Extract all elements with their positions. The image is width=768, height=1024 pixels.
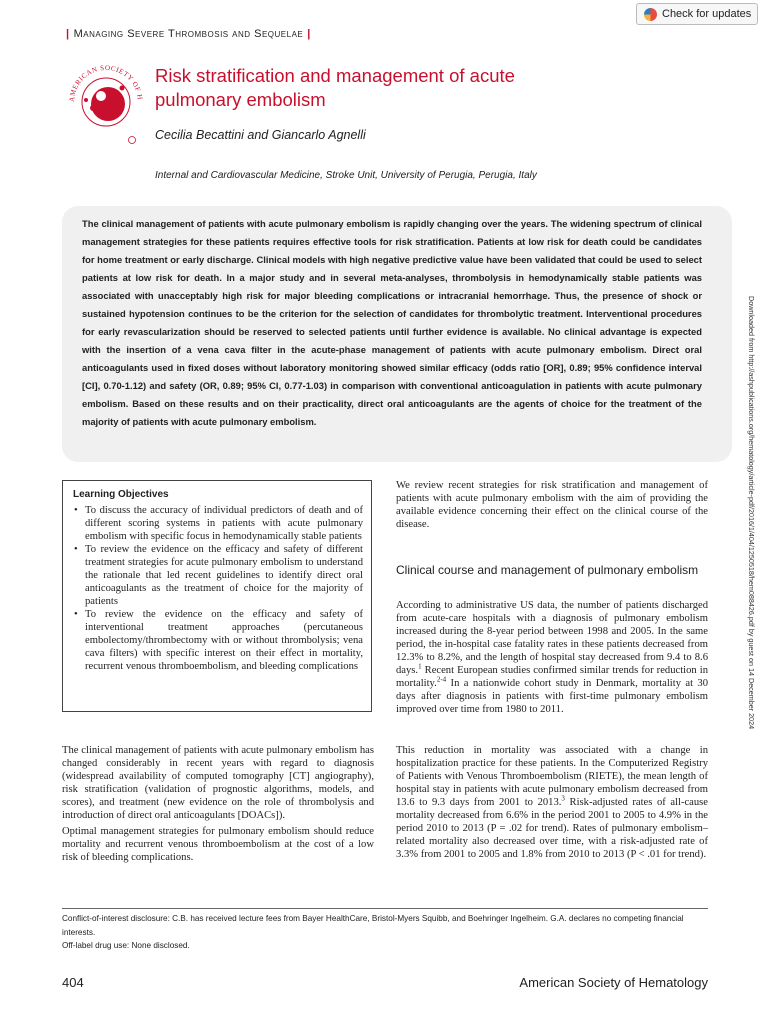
abstract-box bbox=[62, 206, 732, 462]
text-span: This reduction in mortality was associated with a change in hospitalization practice for these patients. In the Computerized Registry of Patients with Venous Thromboembolism (RIETE), the mean length of hospital stay in patients with acute pulmonary embolism decreased from 13.6 to 9.3 days from 2001 to 2013. bbox=[396, 745, 708, 808]
article-title bbox=[155, 64, 575, 112]
body-paragraph-us-data bbox=[396, 599, 708, 716]
article-title-line1: Risk stratification and management of acute bbox=[155, 65, 515, 86]
conflict-of-interest: Conflict-of-interest disclosure: C.B. has received lecture fees from Bayer HealthCare, Bristol-Myers Squibb, and Boehringer Ingelheim. G.A. declares no competing financial interests. bbox=[62, 914, 684, 937]
reference-link[interactable]: 1 bbox=[418, 662, 422, 671]
body-paragraph-riete bbox=[396, 744, 708, 861]
publisher-name: American Society of Hematology bbox=[519, 975, 708, 990]
page-number: 404 bbox=[62, 975, 84, 990]
article-title-line2: pulmonary embolism bbox=[155, 89, 326, 110]
list-item: • To review the evidence on the efficacy and safety of different treatment strategies for acute pulmonary embolism to understand the rationale that led recent guidelines to identify direct oral anticoagulants as the treatment of choice for the majority of patients bbox=[73, 543, 363, 608]
section-heading: Clinical course and management of pulmonary embolism bbox=[396, 563, 699, 577]
reference-link[interactable]: 2-4 bbox=[436, 675, 447, 684]
crossmark-icon bbox=[644, 8, 657, 21]
body-paragraph-optimal: Optimal management strategies for pulmonary embolism should reduce mortality and recurrent venous thromboembolism at the cost of a low risk of bleeding complications. bbox=[62, 826, 374, 863]
check-for-updates-button[interactable] bbox=[636, 3, 758, 25]
reference-link[interactable]: 3 bbox=[561, 794, 565, 803]
text-span: According to administrative US data, the number of patients discharged from acute-care hospitals with a diagnosis of pulmonary embolism increased during the 8-year period between 1998 and 2005. In the same period, the in-hospital case fatality rates in these patients decreased from 12.3% to 8.2%, and the length of hospital stay decreased from 9.4 to 8.6 days. bbox=[396, 600, 708, 676]
body-paragraph-review: We review recent strategies for risk stratification and management of patients with acute pulmonary embolism with the aim of providing the available evidence concerning their effect on the clinical course of the disease. bbox=[396, 480, 708, 530]
learning-objectives-title: Learning Objectives bbox=[73, 489, 169, 500]
list-item: • To review the evidence on the efficacy and safety of interventional treatment approaches (percutaneous embolectomy/thrombectomy with or without thrombolysis; vena cava filters) with specific interest on their effect in mortality, recurrent venous thromboembolism, and bleeding complications bbox=[73, 608, 363, 673]
learning-objectives-list bbox=[73, 504, 363, 673]
article-authors: Cecilia Becattini and Giancarlo Agnelli bbox=[155, 128, 366, 142]
section-header bbox=[62, 28, 315, 40]
learning-objectives-box bbox=[62, 480, 372, 712]
footnote-divider bbox=[62, 908, 708, 909]
article-affiliation: Internal and Cardiovascular Medicine, Stroke Unit, University of Perugia, Perugia, Italy bbox=[155, 170, 537, 181]
body-paragraph-intro: The clinical management of patients with acute pulmonary embolism has changed considerably in recent years with regard to diagnosis (widespread availability of computed tomography [CT] angiography), risk stratification (validation of prognostic algorithms, models, and scores), and treatment (new evidence on the role of thrombolysis and introduction of direct oral anticoagulants [DOACs]). bbox=[62, 745, 374, 821]
header-bar-left: | bbox=[66, 28, 70, 40]
header-bar-right: | bbox=[307, 28, 311, 40]
off-label-disclosure: Off-label drug use: None disclosed. bbox=[62, 941, 190, 950]
ash-logo bbox=[62, 52, 150, 150]
logo-ring-text: AMERICAN SOCIETY OF H bbox=[67, 63, 145, 103]
abstract-text: The clinical management of patients with acute pulmonary embolism is rapidly changing over the years. The widening spectrum of clinical management strategies for these patients requires effective tools for risk stratification. Patients at low risk for death could be candidates for home treatment or early discharge. Clinical models with high negative predictive value have been validated that could be used to select patients at low risk for death. In a major study and in several meta-analyses, thrombolysis in hemodynamically stable patients was associated with unacceptably high risk for major bleeding complications or intracranial hemorrhage. Thus, the presence of shock or sustained hypotension continues to be the criterion for the selection of candidates for thrombolytic treatment. Interventional procedures for early revascularization should be reserved to selected patients until further evidence is available. No clinical advantage is expected with the insertion of a vena cava filter in the acute-phase management of patients with acute pulmonary embolism. Direct oral anticoagulants used in fixed doses without laboratory monitoring showed similar efficacy (odds ratio [OR], 0.89; 95% confidence interval [CI], 0.70-1.12) and safety (OR, 0.89; 95% CI, 0.77-1.03) in comparison with conventional anticoagulation in patients with acute pulmonary embolism. Based on these results and on their practicality, direct oral anticoagulants are the agents of choice for the treatment of the majority of patients with acute pulmonary embolism. bbox=[82, 218, 702, 427]
text-span: In a nationwide cohort study in Denmark, mortality at 30 days after diagnosis in patients with first-time pulmonary embolism improved over time from 1980 to 2011. bbox=[396, 678, 708, 715]
section-title: Managing Severe Thrombosis and Sequelae bbox=[73, 28, 304, 40]
list-item: • To discuss the accuracy of individual predictors of death and of different scoring systems in patients with acute pulmonary embolism with specific focus in hemodynamically stable patients bbox=[73, 504, 363, 543]
check-for-updates-label: Check for updates bbox=[662, 8, 752, 20]
text-span: Recent European studies confirmed similar trends for reduction in mortality. bbox=[396, 665, 708, 689]
download-note: Downloaded from http://ashpublications.org/hematology/article-pdf/2016/1/404/1250518/hem088426.pdf by guest on 14 December 2024 bbox=[747, 296, 756, 730]
text-span: Risk-adjusted rates of all-cause mortality decreased from 6.6% in the period 2001 to 2005 to 4.9% in the period 2010 to 2013 (P = .02 for trend). Rates of pulmonary embolism–related mortality also decreased over time, with a risk-adjusted rate of 3.3% from 2001 to 2005 and 1.8% from 2010 to 2013 (P < .01 for trend). bbox=[396, 797, 708, 860]
ash-seal-icon bbox=[62, 52, 150, 150]
